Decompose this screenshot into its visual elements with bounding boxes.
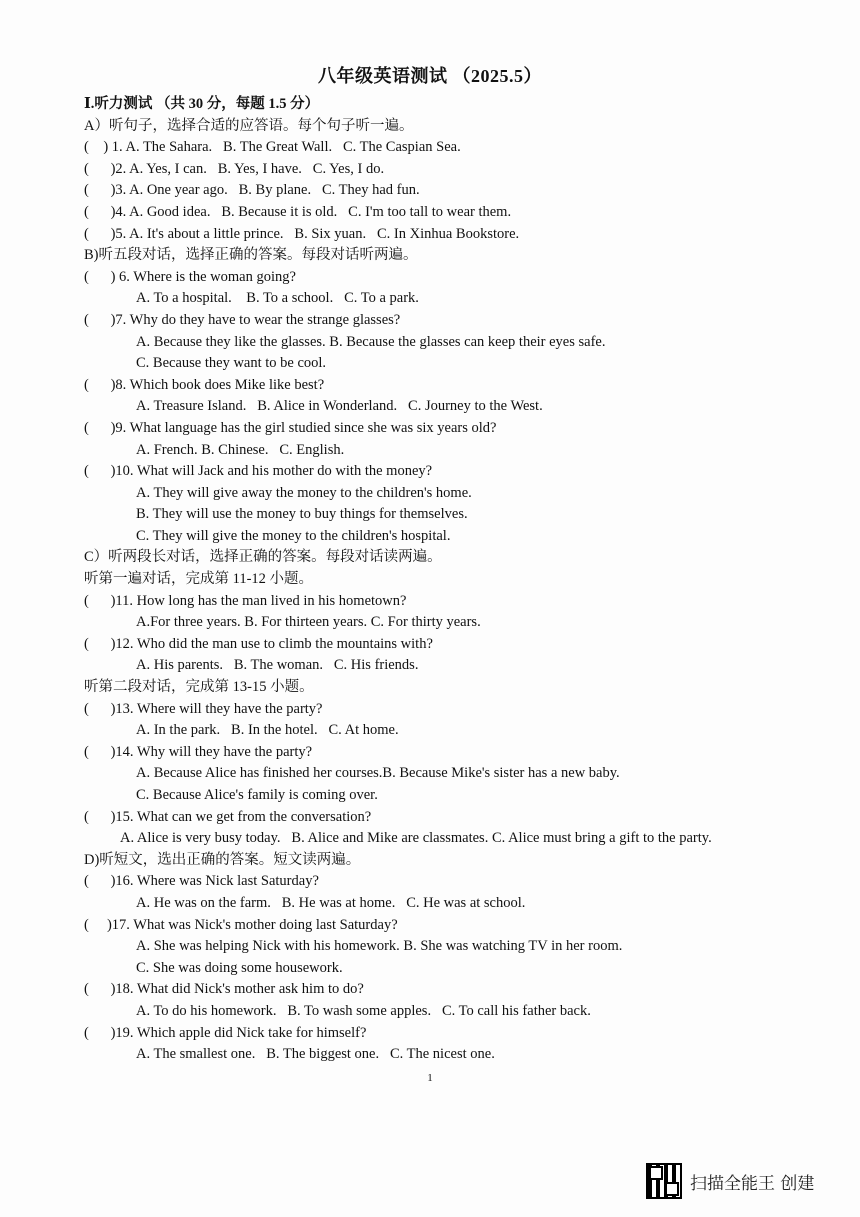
answer-options: A. They will give away the money to the children's home. bbox=[136, 484, 472, 501]
answer-options: A. His parents. B. The woman. C. His friends. bbox=[136, 657, 419, 674]
question-line: ( )9. What language has the girl studied since she was six years old? bbox=[84, 419, 497, 436]
answer-options: A.For three years. B. For thirteen years. C. For thirty years. bbox=[136, 614, 481, 631]
answer-options: C. They will give the money to the children's hospital. bbox=[136, 527, 451, 544]
question-line: ( )14. Why will they have the party? bbox=[84, 743, 313, 760]
question-line: ( )4. A. Good idea. B. Because it is old. C. I'm too tall to wear them. bbox=[84, 203, 512, 220]
page-number: 1 bbox=[427, 1072, 433, 1084]
answer-options: A. He was on the farm. B. He was at home. C. He was at school. bbox=[136, 894, 526, 911]
instruction-line: A）听句子，选择合适的应答语。每个句子听一遍。 bbox=[84, 117, 414, 134]
question-line: ( )10. What will Jack and his mother do with the money? bbox=[84, 463, 433, 480]
answer-options: C. She was doing some housework. bbox=[136, 959, 343, 976]
answer-options: C. Because Alice's family is coming over. bbox=[136, 787, 378, 803]
answer-options: C. Because they want to be cool. bbox=[136, 355, 327, 372]
instruction-line: B)听五段对话，选择正确的答案。每段对话听两遍。 bbox=[84, 247, 418, 264]
question-line: ( )8. Which book does Mike like best? bbox=[84, 376, 325, 393]
answer-options: A. To a hospital. B. To a school. C. To a park. bbox=[136, 290, 419, 307]
question-line: ( )13. Where will they have the party? bbox=[84, 700, 323, 717]
watermark-text: 扫描全能王 创建 bbox=[690, 1173, 815, 1194]
answer-options: A. Treasure Island. B. Alice in Wonderland. C. Journey to the West. bbox=[136, 398, 543, 415]
question-line: ( )16. Where was Nick last Saturday? bbox=[84, 873, 319, 890]
scanner-watermark bbox=[646, 1163, 814, 1199]
section-heading: Ⅰ.听力测试 （共 30 分，每题 1.5 分） bbox=[84, 96, 320, 112]
answer-options: A. Because Alice has finished her courses.B. Because Mike's sister has a new baby. bbox=[136, 765, 620, 782]
question-line: ( )15. What can we get from the conversation? bbox=[84, 808, 372, 825]
qr-code-icon bbox=[646, 1163, 682, 1199]
answer-options: A. Because they like the glasses. B. Because the glasses can keep their eyes safe. bbox=[136, 333, 606, 350]
question-line: ( )2. A. Yes, I can. B. Yes, I have. C. Yes, I do. bbox=[84, 160, 385, 177]
question-line: ( )17. What was Nick's mother doing last Saturday? bbox=[84, 916, 398, 933]
question-line: ( )5. A. It's about a little prince. B. Six yuan. C. In Xinhua Bookstore. bbox=[84, 225, 520, 242]
instruction-line: 听第一遍对话，完成第 11-12 小题。 bbox=[84, 571, 314, 588]
question-line: ( )19. Which apple did Nick take for himself? bbox=[84, 1024, 367, 1041]
page-title: 八年级英语测试 （2025.5） bbox=[318, 66, 542, 86]
instruction-line: C）听两段长对话，选择正确的答案。每段对话读两遍。 bbox=[84, 549, 442, 566]
question-line: ( )3. A. One year ago. B. By plane. C. They had fun. bbox=[84, 182, 420, 199]
instruction-line: D)听短文，选出正确的答案。短文读两遍。 bbox=[84, 851, 361, 868]
question-line: ( )18. What did Nick's mother ask him to do? bbox=[84, 981, 364, 998]
question-line: ( ) 6. Where is the woman going? bbox=[84, 268, 296, 285]
question-line: ( )11. How long has the man lived in his hometown? bbox=[84, 592, 407, 609]
answer-options: A. In the park. B. In the hotel. C. At home. bbox=[136, 722, 399, 739]
question-line: ( ) 1. A. The Sahara. B. The Great Wall. C. The Caspian Sea. bbox=[84, 139, 461, 156]
question-line: ( )7. Why do they have to wear the strange glasses? bbox=[84, 311, 401, 328]
answer-options: A. The smallest one. B. The biggest one. C. The nicest one. bbox=[136, 1046, 495, 1063]
answer-options: A. Alice is very busy today. B. Alice and Mike are classmates. C. Alice must bring a gift to the party. bbox=[120, 830, 712, 847]
instruction-line: 听第二段对话，完成第 13-15 小题。 bbox=[84, 679, 314, 696]
answer-options: A. She was helping Nick with his homework. B. She was watching TV in her room. bbox=[136, 938, 623, 955]
exam-content bbox=[84, 94, 804, 1066]
question-line: ( )12. Who did the man use to climb the mountains with? bbox=[84, 635, 433, 652]
answer-options: A. To do his homework. B. To wash some apples. C. To call his father back. bbox=[136, 1002, 591, 1019]
answer-options: A. French. B. Chinese. C. English. bbox=[136, 441, 345, 458]
answer-options: B. They will use the money to buy things for themselves. bbox=[136, 506, 468, 523]
